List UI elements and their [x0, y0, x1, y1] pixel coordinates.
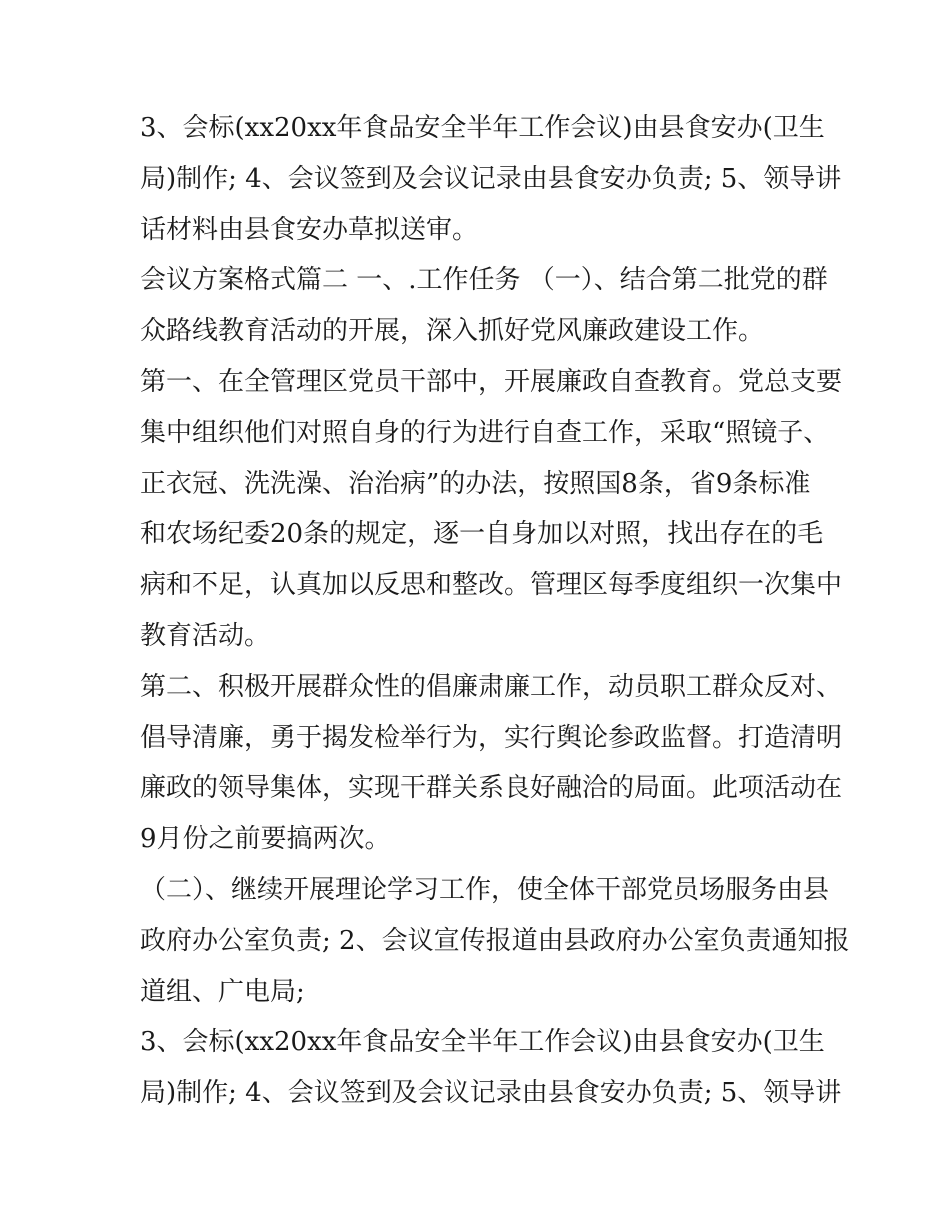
text-line: 众路线教育活动的开展，深入抓好党风廉政建设工作。 [140, 316, 765, 347]
text-line: 道组、广电局; [140, 976, 305, 1007]
text-line: （二）、继续开展理论学习工作，使全体干部党员场服务由县 [140, 874, 830, 905]
document-body [140, 103, 850, 1119]
text-line: 倡导清廉，勇于揭发检举行为，实行舆论参政监督。打造清明 [140, 722, 843, 753]
text-line: 病和不足，认真加以反思和整改。管理区每季度组织一次集中 [140, 570, 843, 601]
text-line: 集中组织他们对照自身的行为进行自查工作，采取“照镜子、 [140, 417, 830, 448]
text-line: 会议方案格式篇二 一、.工作任务 （一）、结合第二批党的群 [140, 265, 828, 296]
text-line: 话材料由县食安办草拟送审。 [140, 214, 479, 245]
text-line: 局)制作; 4、会议签到及会议记录由县食安办负责; 5、领导讲 [140, 1078, 842, 1109]
text-line: 廉政的领导集体，实现干群关系良好融洽的局面。此项活动在 [140, 773, 843, 804]
text-line: 教育活动。 [140, 620, 271, 651]
text-line: 和农场纪委20条的规定，逐一自身加以对照，找出存在的毛 [140, 519, 824, 550]
text-line: 第一、在全管理区党员干部中，开展廉政自查教育。党总支要 [140, 366, 843, 397]
text-line: 局)制作; 4、会议签到及会议记录由县食安办负责; 5、领导讲 [140, 163, 842, 194]
text-line: 3、会标(xx20xx年食品安全半年工作会议)由县食安办(卫生 [140, 1027, 825, 1058]
text-line: 政府办公室负责; 2、会议宣传报道由县政府办公室负责通知报 [140, 925, 850, 956]
text-line: 第二、积极开展群众性的倡廉肃廉工作，动员职工群众反对、 [140, 671, 843, 702]
text-line: 3、会标(xx20xx年食品安全半年工作会议)由县食安办(卫生 [140, 113, 825, 143]
text-line: 9月份之前要搞两次。 [140, 824, 391, 855]
text-line: 正衣冠、洗洗澡、治治病”的办法，按照国8条，省9条标准 [140, 468, 811, 499]
